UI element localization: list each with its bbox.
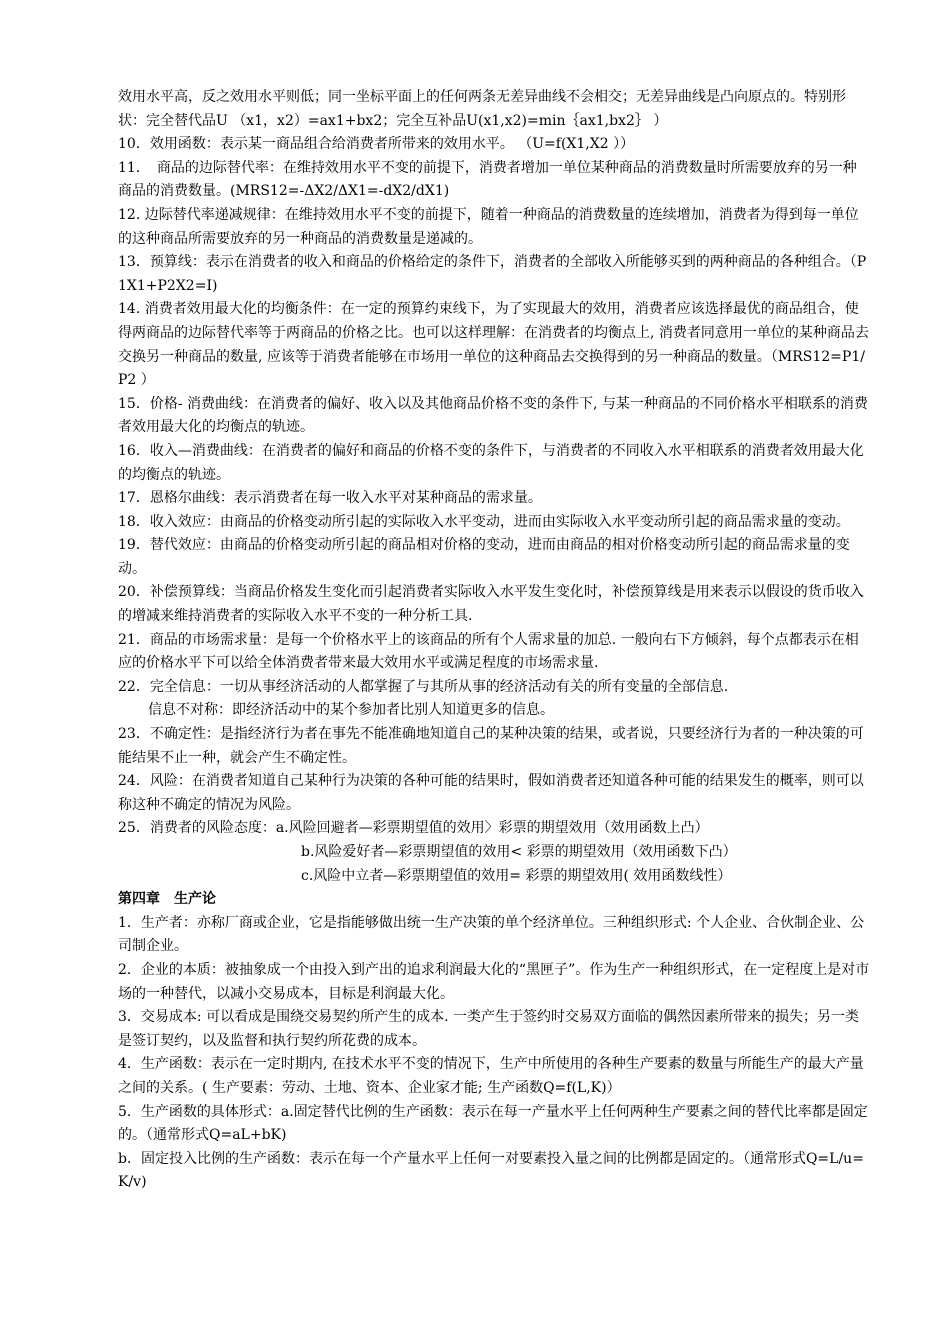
paragraph-13: 13．预算线：表示在消费者的收入和商品的价格给定的条件下，消费者的全部收入所能够买到的两种商品的各种组合。（P1X1+P2X2=I)	[118, 254, 867, 294]
paragraph-info-asymmetry: 信息不对称：即经济活动中的某个参加者比别人知道更多的信息。	[148, 702, 554, 719]
risk-attitude-c: c.风险中立者—彩票期望值的效用= 彩票的期望效用( 效用函数线性）	[301, 867, 732, 884]
paragraph-14: 14. 消费者效用最大化的均衡条件：在一定的预算约束线下，为了实现最大的效用，消费者应该选择最优的商品组合，使得两商品的边际替代率等于两商品的价格之比。也可以这样理解：在消费者的均衡点上, 消费者同意用一单位的某种商品去交换另一种商品的数量, 应该等于消费者能够在市场用一单位的这种商品去交换得到的另一种商品的数量。（MRS12=P1/P2 ）	[118, 301, 869, 389]
paragraph-17: 17．恩格尔曲线：表示消费者在每一收入水平对某种商品的需求量。	[118, 490, 542, 507]
risk-attitude-b: b.风险爱好者—彩票期望值的效用< 彩票的期望效用（效用函数下凸）	[301, 844, 737, 860]
paragraph-21: 21．商品的市场需求量：是每一个价格水平上的该商品的所有个人需求量的加总. 一般向右下方倾斜，每个点都表示在相应的价格水平下可以给全体消费者带来最大效用水平或满足程度的市场需求量.	[118, 631, 859, 672]
paragraph-utility-intro: 效用水平高，反之效用水平则低；同一坐标平面上的任何两条无差异曲线不会相交；无差异曲线是凸向原点的。特别形状：完全替代品U （x1，x2）=ax1+bx2；完全互补品U(x1,x2)=min｛ax1,bx2｝ ）	[118, 89, 846, 129]
paragraph-24: 24．风险：在消费者知道自己某种行为决策的各种可能的结果时，假如消费者还知道各种可能的结果发生的概率，则可以称这种不确定的情况为风险。	[118, 773, 864, 813]
paragraph-20: 20．补偿预算线：当商品价格发生变化而引起消费者实际收入水平发生变化时，补偿预算线是用来表示以假设的货币收入的增减来维持消费者的实际收入水平不变的一种分析工具.	[118, 584, 864, 625]
paragraph-ch4-1: 1．生产者：亦称厂商或企业，它是指能够做出统一生产决策的单个经济单位。三种组织形式: 个人企业、合伙制企业、公司制企业。	[118, 914, 865, 955]
chapter-title: 第四章 生产论	[118, 891, 216, 908]
paragraph-19: 19．替代效应：由商品的价格变动所引起的商品相对价格的变动，进而由商品的相对价格变动所引起的商品需求量的变动。	[118, 537, 850, 577]
paragraph-15: 15．价格- 消费曲线：在消费者的偏好、收入以及其他商品价格不变的条件下, 与某一种商品的不同价格水平相联系的消费者效用最大化的均衡点的轨迹。	[118, 395, 868, 436]
risk-attitude-a: 25．消费者的风险态度：a.风险回避者—彩票期望值的效用〉彩票的期望效用（效用函数上凸）	[118, 820, 709, 837]
paragraph-11: 11． 商品的边际替代率：在维持效用水平不变的前提下，消费者增加一单位某种商品的消费数量时所需要放弃的另一种商品的消费数量。(MRS12=-ΔX2/ΔX1=-dX2/dX1)	[118, 159, 857, 200]
paragraph-23: 23．不确定性：是指经济行为者在事先不能准确地知道自己的某种决策的结果，或者说，只要经济行为者的一种决策的可能结果不止一种，就会产生不确定性。	[118, 726, 864, 766]
paragraph-ch4-4: 4．生产函数：表示在一定时期内, 在技术水平不变的情况下，生产中所使用的各种生产要素的数量与所能生产的最大产量之间的关系。( 生产要素：劳动、土地、资本、企业家才能; 生产函数Q=f(L,K)）	[118, 1056, 864, 1096]
paragraph-18: 18．收入效应：由商品的价格变动所引起的实际收入水平变动，进而由实际收入水平变动所引起的商品需求量的变动。	[118, 513, 850, 530]
paragraph-22: 22．完全信息：一切从事经济活动的人都掌握了与其所从事的经济活动有关的所有变量的全部信息.	[118, 678, 729, 695]
paragraph-16: 16．收入—消费曲线：在消费者的偏好和商品的价格不变的条件下，与消费者的不同收入水平相联系的消费者效用最大化的均衡点的轨迹。	[118, 442, 864, 483]
paragraph-ch4-2: 2．企业的本质：被抽象成一个由投入到产出的追求利润最大化的“黑匣子”。作为生产一种组织形式，在一定程度上是对市场的一种替代，以减小交易成本，目标是利润最大化。	[118, 961, 870, 1002]
paragraph-10: 10．效用函数：表示某一商品组合给消费者所带来的效用水平。 （U=f(X1,X2 ））	[118, 136, 635, 153]
document-body	[118, 86, 870, 1195]
paragraph-ch4-3: 3．交易成本: 可以看成是围绕交易契约所产生的成本. 一类产生于签约时交易双方面临的偶然因素所带来的损失；另一类是签订契约，以及监督和执行契约所花费的成本。	[118, 1009, 859, 1049]
paragraph-ch4-5b: b．固定投入比例的生产函数：表示在每一个产量水平上任何一对要素投入量之间的比例都是固定的。（通常形式Q=L/u=K/v)	[118, 1150, 864, 1191]
paragraph-12: 12. 边际替代率递减规律：在维持效用水平不变的前提下，随着一种商品的消费数量的连续增加，消费者为得到每一单位的这种商品所需要放弃的另一种商品的消费数量是递减的。	[118, 206, 859, 247]
paragraph-ch4-5: 5．生产函数的具体形式：a.固定替代比例的生产函数：表示在每一产量水平上任何两种生产要素之间的替代比率都是固定的。（通常形式Q=aL+bK)	[118, 1103, 868, 1144]
